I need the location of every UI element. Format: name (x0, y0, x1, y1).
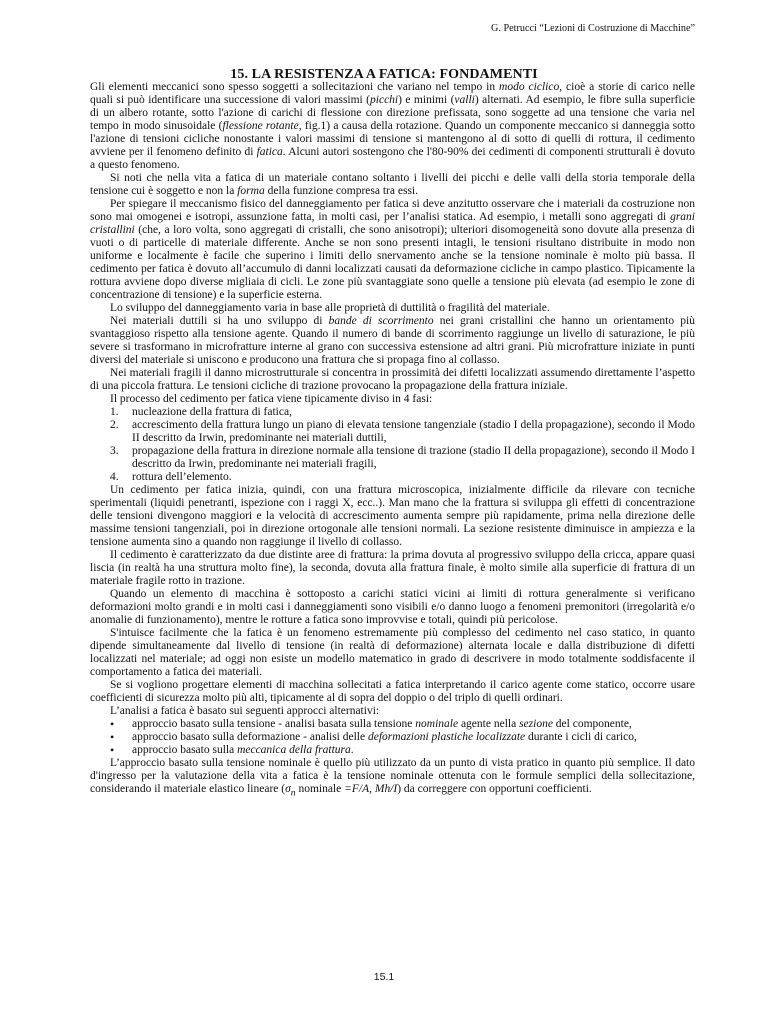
paragraph-static-vs-fatigue: Quando un elemento di macchina è sottoposto a carichi statici vicini ai limiti di rottura generalmente si verificano deformazioni molto grandi e in molti casi i danneggiamenti sono visibili e/o danno luogo a fenomeni premonitori (irregolarità e/o anomalie di funzionamento), mentre le rotture a fatica sono improvvise e totali, quindi più pericolose. (90, 588, 695, 626)
paragraph-complexity: S'intuisce facilmente che la fatica è un fenomeno estremamente più complesso del cedimento nel caso statico, in quanto dipende simultaneamente dal livello di tensione (in realtà di deformazione) alternata locale e dalla distribuzione di difetti localizzati nel materiale; ad oggi non esiste un modello matematico in grado di descrivere in modo totalmente soddisfacente il comportamento a fatica dei materiali. (90, 627, 695, 678)
paragraph-fracture-areas: Il cedimento è caratterizzato da due distinte aree di frattura: la prima dovuta al progressivo sviluppo della cricca, appare quasi liscia (in realtà ha una struttura molto fine), la seconda, dovuta alla frattura finale, è molto simile alla superficie di frattura di un materiale fragile rotto in trazione. (90, 549, 695, 587)
paragraph-mechanism: Per spiegare il meccanismo fisico del danneggiamento per fatica si deve anzitutto osservare che i materiali da costruzione non sono mai omogenei e isotropi, assunzione fatta, in molti casi, per l’analisi statica. Ad esempio, i metalli sono aggregati di grani cristallini (che, a loro volta, sono aggregati di cristalli, che sono anisotropi); ulteriori disomogeneità sono dovute alla presenza di vuoti o di particelle di materiale differente. Anche se non sono presenti intagli, le tensioni risultano distribuite in modo non uniforme e localmente è facile che superino i limiti dello snervamento anche se la tensione nominale è molto più bassa. Il cedimento per fatica è dovuto all’accumulo di danni localizzati causati da deformazione cicliche in campo plastico. Tipicamente la rottura avviene dopo diverse migliaia di cicli. Le zone più svantaggiate sono quelle a tensione più elevata (ad esempio le zone di concentrazione di tensione) e la superficie esterna. (90, 198, 695, 301)
paragraph-approaches-intro: L’analisi a fatica è basato sui seguenti approcci alternativi: (110, 705, 380, 717)
list-item: • approccio basato sulla tensione - analisi basata sulla tensione nominale agente nella sezione del componente, (90, 718, 695, 731)
paragraph-brittle: Nei materiali fragili il danno microstrutturale si concentra in prossimità dei difetti localizzati assumendo direttamente l’aspetto di una piccola frattura. Le tensioni cicliche di trazione provocano la propagazione della frattura iniziale. (90, 367, 695, 392)
approaches-list (90, 718, 695, 757)
section-title: 15. LA RESISTENZA A FATICA: FONDAMENTI (230, 67, 538, 82)
list-item: 3. propagazione della frattura in direzione normale alla tensione di trazione (stadio II della propagazione), secondo il Modo I descritto da Irwin, predominante nei materiali fragili, (110, 445, 695, 470)
paragraph-nominal-stress: L’approccio basato sulla tensione nominale è quello più utilizzato da un punto di vista pratico in quanto più semplice. Il dato d'ingresso per la valutazione della vita a fatica è la tensione nominale ottenuta con le formule semplici della sollecitazione, considerando il materiale elastico lineare ($\sigma_n$ nominale =F/A, Mh/I) da correggere con opportuni coefficienti. (90, 757, 695, 799)
paragraph-safety-factors: Se si vogliono progettare elementi di macchina sollecitati a fatica interpretando il carico agente come statico, occorre usare coefficienti di sicurezza molto più alti, tipicamente al di sopra del doppio o del triplo di quelli ordinari. (90, 679, 695, 704)
paragraph-ductile: Nei materiali duttili si ha uno sviluppo di bande di scorrimento nei grani cristallini che hanno un orientamento più svantaggioso rispetto alla tensione agente. Quando il numero di bande di scorrimento raggiunge un livello di saturazione, le più severe si trasformano in microfratture interne al grano con successiva estensione ad altri grani. Più microfratture iniziate in punti diversi del materiale si uniscono e producono una frattura che si propaga fino al collasso. (90, 315, 695, 366)
paragraph-crack-growth: Un cedimento per fatica inizia, quindi, con una frattura microscopica, inizialmente difficile da rilevare con tecniche sperimentali (liquidi penetranti, ispezione con i raggi X, ecc..). Man mano che la frattura si sviluppa gli effetti di concentrazione delle tensioni divengono maggiori e la velocità di accrescimento aumenta sempre più rapidamente, prima nella direzione delle massime tensioni tangenziali, poi in direzione ortogonale alle tensioni normali. La sezione resistente diminuisce in ampiezza e la tensione aumenta sino a quando non raggiunge il livello di collasso. (90, 484, 695, 548)
document-body (90, 81, 695, 799)
paragraph-peaks: Si noti che nella vita a fatica di un materiale contano soltanto i livelli dei picchi e delle valli della storia temporale della tensione cui è soggetto e non la forma della funzione compresa tra essi. (90, 172, 695, 197)
list-item: • approccio basato sulla deformazione - analisi delle deformazioni plastiche localizzate durante i cicli di carico, (90, 731, 695, 744)
running-head: G. Petrucci “Lezioni di Costruzione di Macchine” (491, 23, 695, 34)
paragraph-phases-intro: Il processo del cedimento per fatica viene tipicamente diviso in 4 fasi: (110, 393, 433, 405)
list-item: 2. accrescimento della frattura lungo un piano di elevata tensione tangenziale (stadio I della propagazione), secondo il Modo II descritto da Irwin, predominante nei materiali duttili, (110, 419, 695, 444)
list-item: 4. rottura dell’elemento. (110, 471, 232, 483)
paragraph-intro: Gli elementi meccanici sono spesso soggetti a sollecitazioni che variano nel tempo in modo ciclico, cioè a storie di carico nelle quali si può identificare una successione di valori massimi (picchi) e minimi (valli) alternati. Ad esempio, le fibre sulla superficie di un albero rotante, sotto l'azione di carichi di flessione con direzione prefissata, sono soggette ad una tensione che varia nel tempo in modo sinusoidale (flessione rotante, fig.1) a causa della rotazione. Quando un componente meccanico si danneggia sotto l'azione di tensioni cicliche nonostante i valori massimi di tensione si mantengono al di sotto di quelli di rottura, il cedimento avviene per il fenomeno definito di fatica. Alcuni autori sostengono che l'80-90% dei cedimenti di componenti strutturali è dovuto a questo fenomeno. (90, 81, 695, 171)
list-item: 1. nucleazione della frattura di fatica, (110, 406, 292, 418)
page-number: 15.1 (373, 971, 395, 983)
list-item: • approccio basato sulla meccanica della frattura. (90, 744, 695, 757)
paragraph-development: Lo sviluppo del danneggiamento varia in base alle proprietà di duttilità o fragilità del materiale. (110, 302, 550, 314)
phases-list (90, 406, 695, 484)
